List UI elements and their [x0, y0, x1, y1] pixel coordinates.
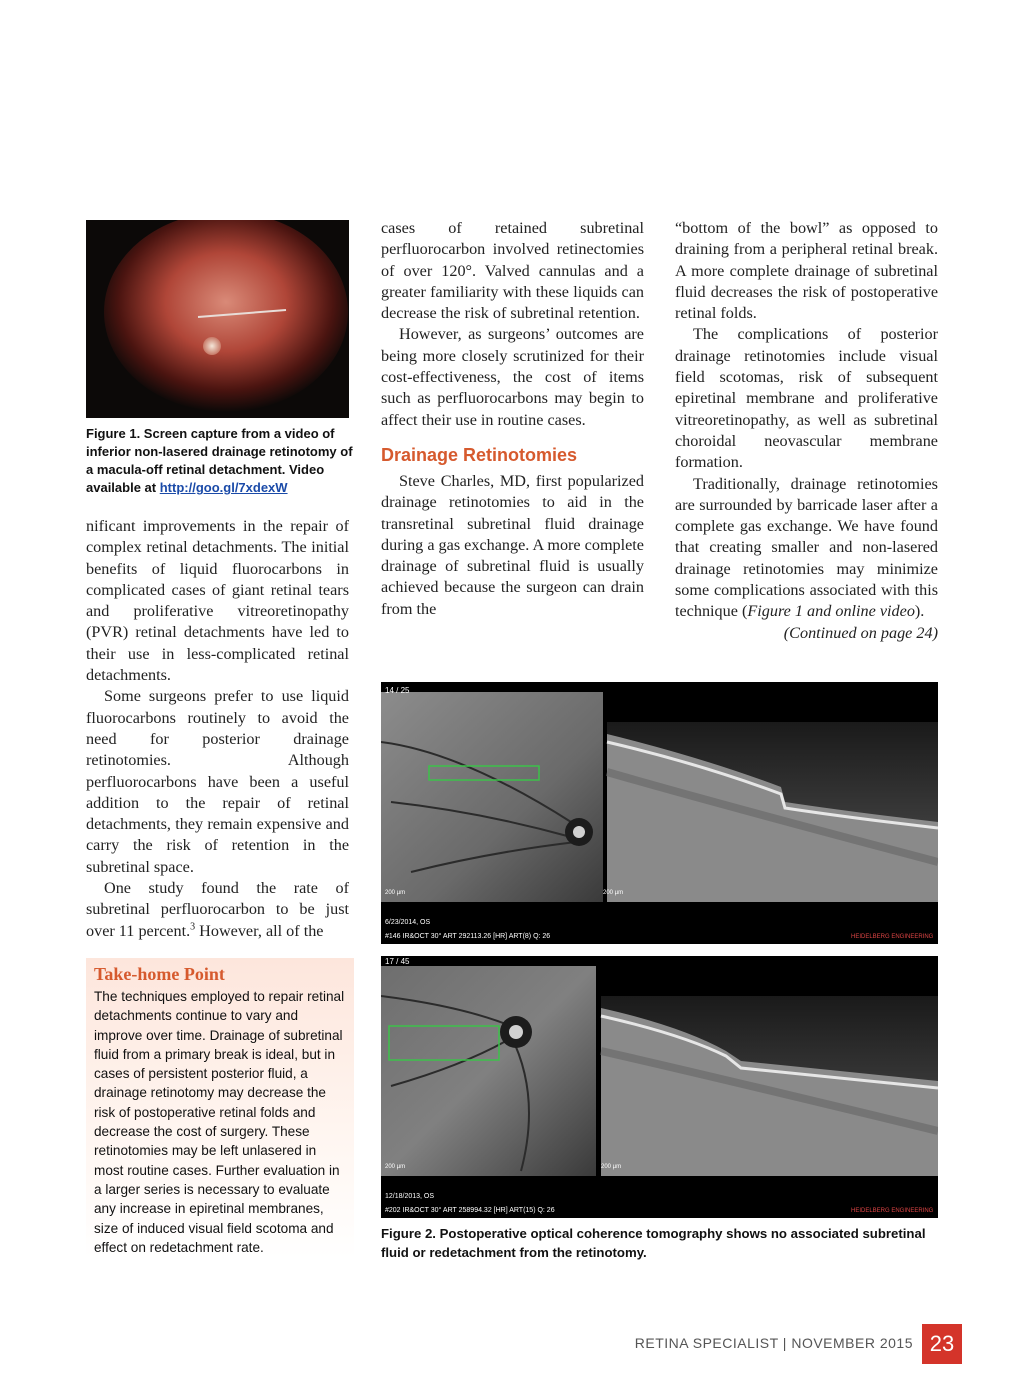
oct1-info: #146 IR&OCT 30° ART 292113.26 [HR] ART(8) Q: 26 [385, 933, 551, 940]
oct1-frame-label: 14 / 25 [385, 686, 410, 695]
oct1-brand: HEIDELBERG ENGINEERING [851, 934, 934, 940]
oct-image-2 [381, 956, 938, 1218]
col3-p3-tail: ). [914, 602, 925, 621]
oct2-info: #202 IR&OCT 30° ART 258994.32 [HR] ART(15) Q: 26 [385, 1207, 555, 1214]
column-1 [86, 516, 349, 942]
col3-p3-text: Traditionally, drainage retinotomies are surrounded by barricade laser after a complete gas exchange. We have found that creating smaller and non-lasered drainage retinotomies may minimize some complications associated with this technique ( [675, 474, 938, 621]
oct2-date: 12/18/2013, OS [385, 1193, 435, 1200]
oct1-scale-right: 200 µm [603, 890, 624, 896]
oct-scan-2 [381, 956, 938, 1218]
column-2 [381, 218, 644, 620]
col1-paragraph-3 [86, 878, 349, 942]
take-home-body: The techniques employed to repair retinal detachments continue to vary and improve over time. Drainage of subretinal fluid from a primary break is ideal, but in cases of persistent posterior fluid, a drainage retinotomy may decrease the risk of postoperative retinal folds and decrease the cost of surgery. These retinotomies may be left unlasered in most routine cases. Further evaluation in a larger series is necessary to evaluate any increase in epiretinal membranes, size of induced visual field scotoma and effect on redetachment rate. [94, 989, 345, 1255]
col3-paragraph-2: The complications of posterior drainage retinotomies include visual field scotomas, risk of subsequent epiretinal membrane and proliferative vitreoretinopathy, as well as subretinal choroidal neovascular membrane formation. [675, 325, 938, 472]
col3-paragraph-1: “bottom of the bowl” as opposed to draining from a peripheral retinal break. A more complete drainage of subretinal fluid decreases the risk of postoperative retinal folds. [675, 219, 938, 323]
page-number: 23 [922, 1324, 962, 1364]
reference-3: 3 [190, 921, 196, 933]
col3-paragraph-3 [675, 474, 938, 623]
oct-scan-1 [381, 682, 938, 944]
oct1-scale-left: 200 µm [385, 890, 406, 896]
col1-paragraph-2: Some surgeons prefer to use liquid fluorocarbons routinely to avoid the need for posterior drainage retinotomies. Although perfluorocarbons have been a useful addition to the repair of retinal detachments, they remain expensive and carry the risk of retention in the subretinal space. [86, 687, 349, 876]
section-heading: Drainage Retinotomies [381, 444, 578, 465]
take-home-box [86, 958, 354, 1258]
figure1-image [86, 220, 349, 418]
col2-paragraph-3: Steve Charles, MD, first popularized drainage retinotomies to aid in the transretinal subretinal fluid drainage during a gas exchange. A more complete drainage of subretinal fluid is usually achieved because the surgeon can drain from the [381, 471, 644, 618]
video-link[interactable]: http://goo.gl/7xdexW [159, 480, 288, 495]
figure1-caption [86, 425, 356, 497]
figure2-caption: Figure 2. Postoperative optical coherence tomography shows no associated subretinal fluid or redetachment from the retinotomy. [381, 1226, 926, 1260]
col1-p3-text: One study found the rate of subretinal perfluorocarbon to be just over 11 percent. [86, 879, 349, 940]
oct2-frame-label: 17 / 45 [385, 957, 410, 966]
oct2-scale-right: 200 µm [601, 1164, 622, 1170]
col1-p3-tail: However, all of the [195, 921, 324, 940]
oct1-date: 6/23/2014, OS [385, 919, 431, 926]
oct2-scale-left: 200 µm [385, 1164, 406, 1170]
journal-footer: RETINA SPECIALIST | NOVEMBER 2015 [634, 1335, 913, 1351]
col2-paragraph-2: However, as surgeons’ outcomes are being more closely scrutinized for their cost-effectiveness, the cost of items such as perfluorocarbons may begin to affect their use in routine cases. [381, 325, 644, 429]
oct2-brand: HEIDELBERG ENGINEERING [851, 1208, 934, 1214]
col1-paragraph-1: nificant improvements in the repair of complex retinal detachments. The initial benefits of liquid fluorocarbons in complicated cases of giant retinal tears and proliferative vitreoretinopathy (PVR) retinal detachments have led to their use in less-complicated retinal detachments. [86, 517, 349, 685]
column-3 [675, 218, 938, 644]
figure1-caption-text: Figure 1. Screen capture from a video of inferior non-lasered drainage retinotomy of a macula-off retinal detachment. Video available at [86, 426, 353, 495]
col2-paragraph-1: cases of retained subretinal perfluorocarbon involved retinectomies of over 120°. Valved cannulas and a greater familiarity with these liquids can decrease the risk of subretinal retention. [381, 219, 644, 323]
take-home-title: Take-home Point [94, 964, 225, 984]
fundus-video-frame [86, 220, 349, 418]
col3-figure-ref: Figure 1 and online video [747, 602, 915, 621]
oct-image-1 [381, 682, 938, 944]
continued-note: (Continued on page 24) [783, 623, 938, 642]
